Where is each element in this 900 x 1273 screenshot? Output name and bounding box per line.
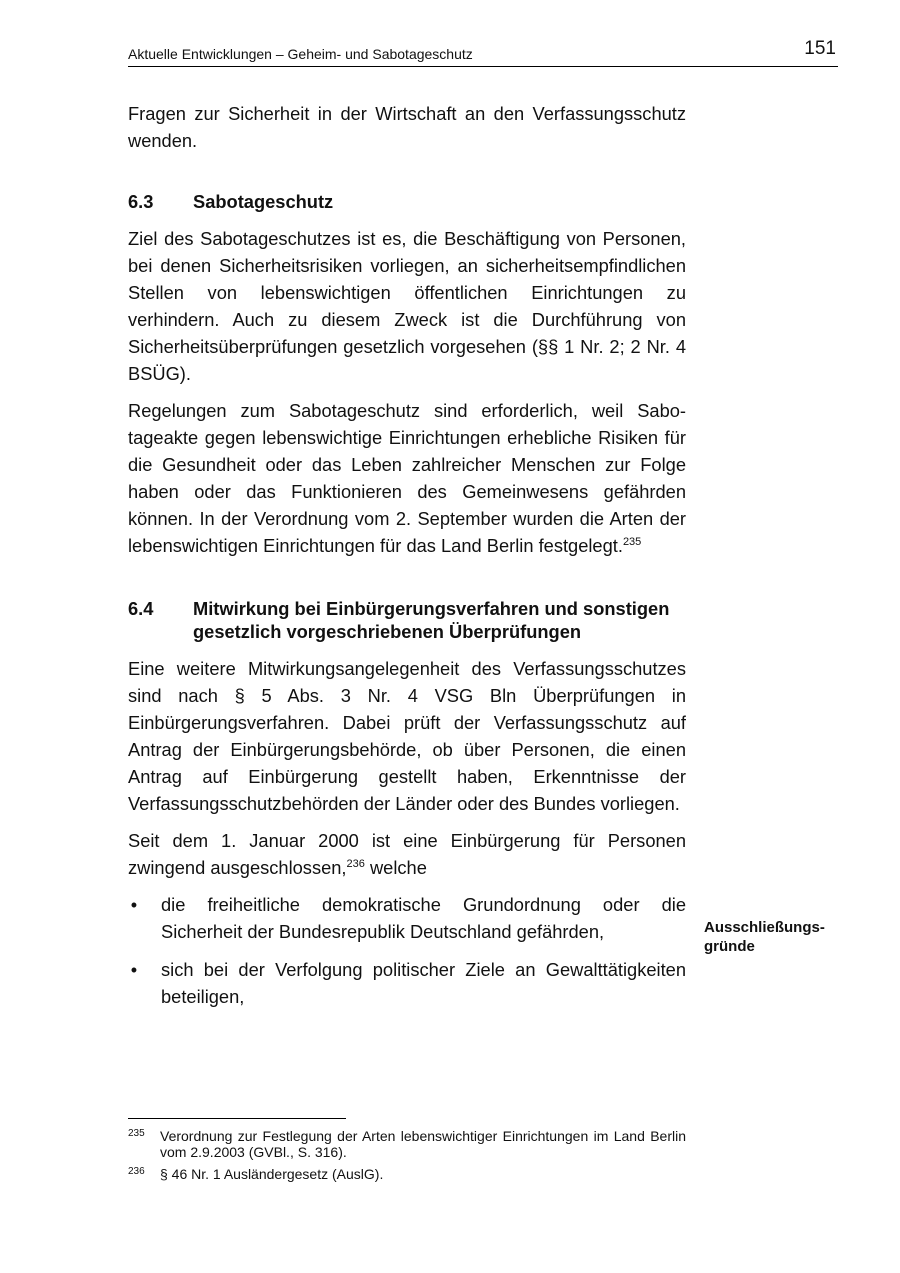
- footnote-ref[interactable]: 236: [346, 858, 365, 870]
- section-number: 6.4: [128, 598, 154, 619]
- footnote-text: § 46 Nr. 1 Ausländergesetz (AuslG).: [160, 1166, 384, 1182]
- footnote: [128, 1128, 686, 1160]
- paragraph-text: Regelungen zum Sabotageschutz sind erforderlich, weil Sabotageakte gegen lebenswichtige Einrichtungen erhebliche Risiken für die Gesundheit oder das Leben zahlreicher Menschen zur Folge haben oder das Funktionieren des Gemeinwesens gefährden können. In der Verordnung vom 2. September wurden die Arten der lebenswichtigen Einrichtungen für das Land Berlin festgelegt.: [128, 400, 686, 556]
- section-6-4: [128, 597, 686, 1010]
- section-title: Mitwirkung bei Einbürgerungsverfahren und sonstigen gesetzlich vorgeschriebenen Überprüfungen: [193, 598, 670, 642]
- footnote: [128, 1166, 686, 1182]
- footnote-ref[interactable]: 235: [622, 536, 642, 548]
- paragraph: [128, 397, 686, 559]
- bullet-icon: •: [130, 894, 138, 915]
- bullet-icon: •: [130, 959, 138, 980]
- paragraph: Ziel des Sabotageschutzes ist es, die Beschäftigung von Personen, bei denen Sicherheitsrisiken vorliegen, an sicherheitsempfindlichen Stellen von lebenswichtigen öffentlichen Einrichtungen zu verhindern. Auch zu diesem Zweck ist die Durchführung von Sicherheitsüberprüfungen gesetzlich vorgesehen (§§ 1 Nr. 2; 2 Nr. 4 BSÜG).: [128, 228, 686, 384]
- list-item: [128, 891, 686, 945]
- section-heading-6-4: [128, 597, 686, 643]
- footnote-text: Verordnung zur Festlegung der Arten lebenswichtiger Einrichtungen im Land Berlin vom 2.9.2003 (GVBl., S. 316).: [160, 1128, 686, 1160]
- footnote-number: 235: [128, 1128, 145, 1139]
- section-title: Sabotageschutz: [193, 191, 334, 212]
- paragraph-text: welche: [364, 857, 427, 878]
- paragraph: Eine weitere Mitwirkungsangelegenheit des Verfassungsschutzes sind nach § 5 Abs. 3 Nr. 4 VSG Bln Überprüfungen in Einbürgerungsverfahren. Dabei prüft der Verfassungsschutz auf Antrag der Einbürgerungsbehörde, ob über Personen, die einen Antrag auf Einbürgerung gestellt haben, Erkenntnisse der Verfassungsschutzbehörden der Länder oder des Bundes vorliegen.: [128, 658, 686, 814]
- running-title: Aktuelle Entwicklungen – Geheim- und Sabotageschutz: [128, 46, 473, 62]
- margin-note: Ausschließungsgründe: [704, 919, 825, 955]
- list-item: [128, 956, 686, 1010]
- intro-paragraph: Fragen zur Sicherheit in der Wirtschaft an den Verfassungsschutz wenden.: [128, 103, 686, 151]
- bullet-list: [128, 891, 686, 1010]
- footnote-number: 236: [128, 1166, 145, 1177]
- footnote-divider: [128, 1118, 346, 1119]
- list-item-text: die freiheitliche demokratische Grundordnung oder die Sicherheit der Bundesrepublik Deutschland gefährden,: [161, 894, 686, 942]
- footnotes: [128, 1128, 686, 1188]
- main-text: [128, 100, 686, 1021]
- paragraph-text: Seit dem 1. Januar 2000 ist eine Einbürgerung für Personen zwingend ausgeschlossen,: [128, 830, 686, 878]
- paragraph: [128, 827, 686, 881]
- list-item-text: sich bei der Verfolgung politischer Ziele an Gewalttätigkeiten beteiligen,: [161, 959, 686, 1007]
- page-number: 151: [804, 38, 836, 59]
- running-header: [128, 38, 838, 67]
- section-6-3: [128, 190, 686, 559]
- section-number: 6.3: [128, 191, 154, 212]
- section-heading-6-3: [128, 190, 686, 213]
